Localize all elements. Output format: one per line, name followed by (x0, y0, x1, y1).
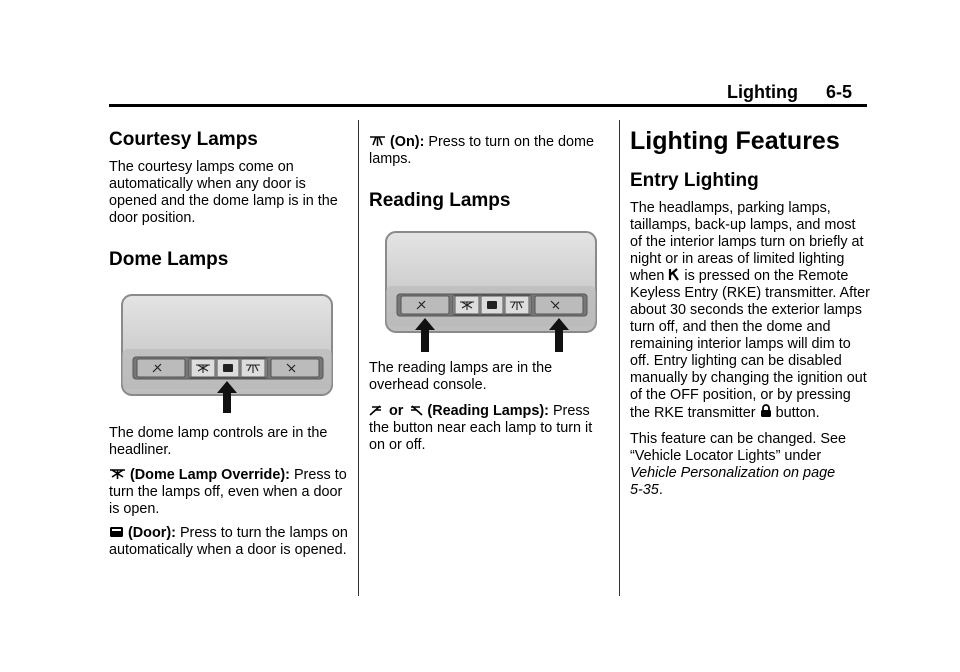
column-left (109, 120, 349, 559)
rke-lock-icon (760, 404, 772, 418)
entry-text-a: The headlamps, parking lamps, taillamps, back-up lamps, and most of the interior lamps turn on briefly at night or in areas of limited lighting (630, 200, 864, 267)
reading-lamp-console-illustration (383, 230, 613, 354)
override-paragraph (109, 467, 349, 518)
door-icon (223, 364, 233, 372)
door-label: (Door): (128, 525, 176, 541)
page-header (727, 82, 852, 103)
reading-lamp-left-icon (369, 404, 385, 416)
header-rule (109, 104, 867, 107)
door-icon (487, 301, 497, 309)
change-paragraph (630, 431, 870, 499)
courtesy-lamps-text: The courtesy lamps come on automatically when any door is opened and the dome lamp is in the door position. (109, 159, 338, 226)
courtesy-lamps-heading: Courtesy Lamps (109, 129, 258, 150)
entry-text-c: pressing the RKE transmitter (630, 387, 851, 421)
entry-lighting-heading: Entry Lighting (630, 170, 759, 191)
reading-lamp-right-icon (407, 404, 423, 416)
entry-when: when (630, 268, 665, 284)
header-page-number: 6-5 (825, 82, 852, 102)
dome-lamps-text: The dome lamp controls are in the headliner. (109, 425, 328, 458)
reading-buttons-text: Press the button near each lamp to turn it on or off. (369, 403, 593, 453)
override-text: Press to turn the lamps off, even when a door is open. (109, 467, 347, 517)
entry-text-d: button. (775, 405, 820, 421)
column-right (630, 120, 870, 499)
on-paragraph (369, 134, 609, 168)
door-text: Press to turn the lamps on automatically when a door is opened. (109, 525, 348, 558)
door-paragraph (109, 525, 349, 559)
reading-lamps-text: The reading lamps are in the overhead console. (369, 360, 553, 393)
link-end: . (658, 482, 663, 498)
column-divider (619, 120, 620, 596)
reading-lamps-heading: Reading Lamps (369, 190, 511, 211)
entry-lighting-text (630, 200, 870, 422)
on-label: (On): (390, 134, 425, 150)
change-text: This feature can be changed. See “Vehicle Locator Lights” under (630, 431, 847, 464)
column-divider (358, 120, 359, 596)
lighting-features-heading: Lighting Features (630, 127, 840, 155)
entry-text-b: is pressed on the Remote Keyless Entry (RKE) transmitter. After about 30 seconds the exterior lamps turn off, and then the dome and remaining interior lamps will dim to off. Entry lighting can be disabled manually by changing the ignition out of the OFF position, or by (630, 268, 870, 403)
rke-unlock-icon (668, 268, 680, 281)
dome-lamps-heading: Dome Lamps (109, 249, 229, 270)
header-section: Lighting (727, 82, 798, 102)
on-text: Press to turn on the dome lamps. (369, 134, 594, 167)
door-icon (109, 526, 124, 538)
dome-override-icon (109, 468, 126, 480)
dome-on-icon (369, 135, 386, 147)
reading-lamps-label: (Reading Lamps): (427, 403, 549, 419)
or-word: or (389, 403, 404, 419)
dome-lamp-console-illustration (119, 285, 349, 415)
vehicle-personalization-link[interactable]: Vehicle Personalization on page 5‑35 (630, 465, 836, 498)
reading-buttons-paragraph (369, 403, 609, 454)
column-middle (369, 120, 609, 454)
override-label: (Dome Lamp Override): (130, 467, 290, 483)
